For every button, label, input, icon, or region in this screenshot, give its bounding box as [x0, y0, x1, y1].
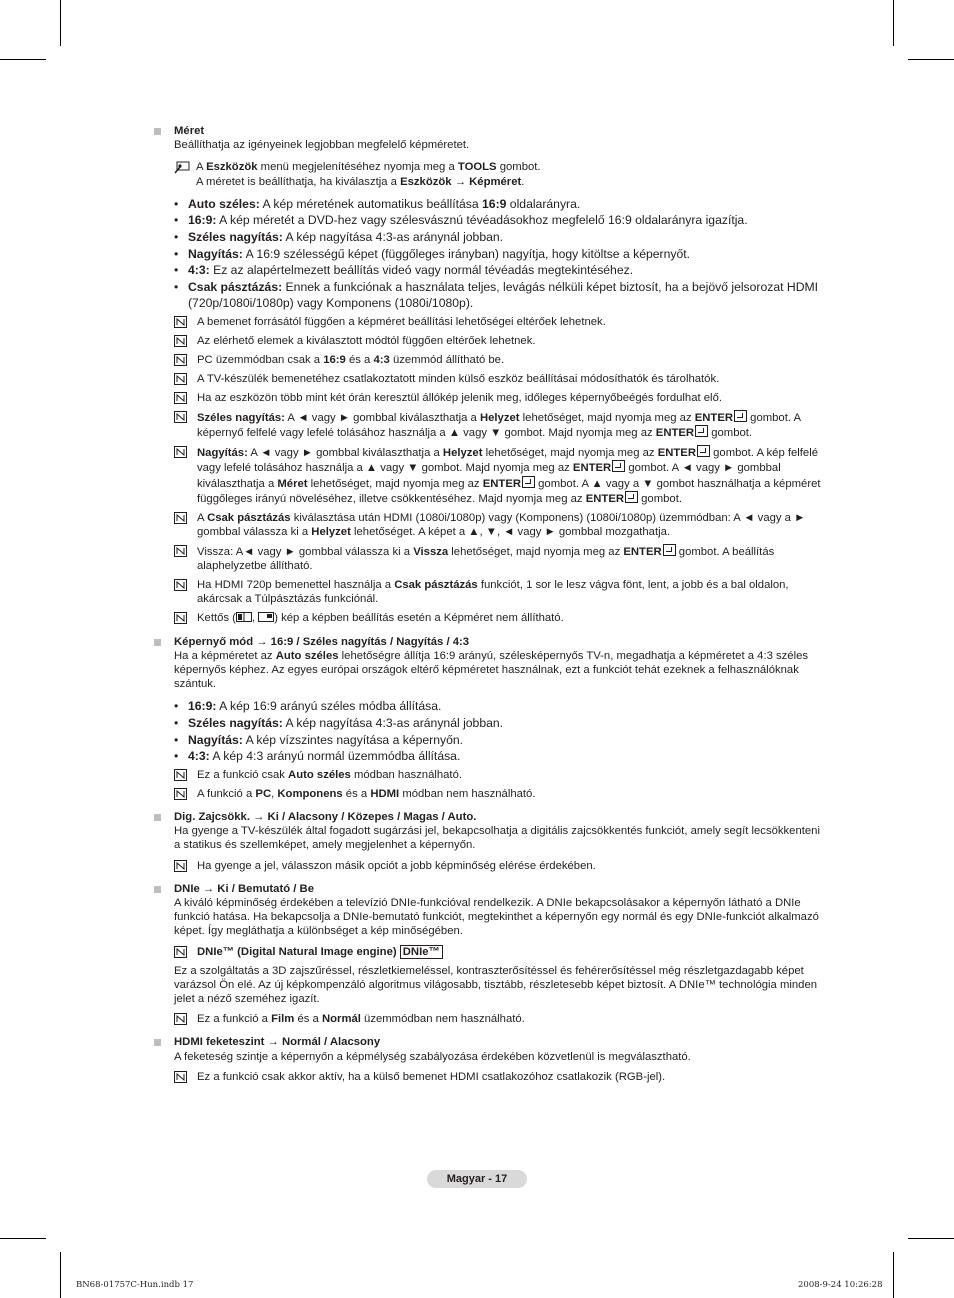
list-item	[174, 212, 829, 229]
note-icon	[174, 860, 187, 872]
note-text: kiválasztása után HDMI (1080i/1080p) vagy (Komponens) (1080i/1080p) üzemmódban: A ◄ vagy a ► gombbal válassza ki a	[197, 511, 806, 538]
crop-mark	[0, 1238, 46, 1239]
section-meret	[154, 124, 829, 626]
note-item	[174, 578, 829, 606]
note-text: A ◄ vagy ► gombbal kiválaszthatja a	[284, 411, 480, 424]
list-item	[174, 196, 829, 213]
note-list	[174, 945, 829, 959]
option-desc: Ennek a funkciónak a használata teljes, levágás nélküli képet biztosít, ha a bejövő jelsorozat HDMI (720p/1080i/1080p) vagy Komponens (1080i/1080p).	[188, 279, 819, 311]
text: .	[521, 175, 525, 188]
section-title: Méret	[174, 125, 205, 137]
section-description: A kiváló képminőség érdekében a televízió DNIe-funkcióval rendelkezik. A DNIe bekapcsolásakor a képernyőn látható a DNIe funkció hatása. Ha bekapcsolja a DNIe-bemutató funkciót, megtekinthet a képernyőn egy normál és egy DNIe-funkciót alkalmazó képet. Így megláthatja a különbséget a kép minőségében.	[174, 897, 819, 938]
option-name: Csak pásztázás:	[188, 279, 283, 294]
note-text: ENTER	[657, 447, 696, 460]
note-text: és a	[294, 1013, 322, 1026]
note-item	[174, 334, 829, 348]
section-kepernyo-mod	[154, 635, 829, 801]
crop-mark	[60, 1252, 61, 1298]
note-text: Film	[271, 1013, 295, 1026]
note-icon	[174, 1071, 187, 1083]
option-name: 16:9:	[188, 699, 217, 714]
enter-icon	[522, 476, 535, 488]
note-icon	[174, 612, 187, 624]
note-text: Ez a funkció a	[197, 1013, 272, 1026]
text: A méretet is beállíthatja, ha kiválasztja a	[196, 175, 401, 188]
option-name: Nagyítás:	[188, 732, 243, 747]
note-text: Ha HDMI 720p bemenettel használja a	[197, 579, 395, 592]
note-text: Normál	[321, 1013, 361, 1026]
note-item	[174, 1012, 829, 1026]
note-text: lehetőséget, majd nyomja meg az	[307, 477, 483, 490]
note-text: lehetőséget, majd nyomja meg az	[482, 447, 658, 460]
note-text: Ha az eszközön több mint két órán keresztül állókép jelenik meg, időleges képernyőbeégés fordulhat elő.	[197, 391, 722, 404]
option-name: Auto széles:	[188, 196, 260, 211]
note-text: módban használható.	[350, 768, 462, 781]
note-text: Csak pásztázás	[207, 511, 291, 524]
note-text: A funkció a	[197, 787, 256, 800]
option-list	[174, 196, 829, 312]
note-text: gombot. A ▲ vagy a ▼ gombot használhatja a képméret függőleges irányú növeléséhez, illetve csökkentéséhez. Majd nyomja meg az	[197, 477, 821, 505]
note-text: Kettős (	[197, 612, 236, 625]
note-item	[174, 391, 829, 405]
note-text: A	[197, 511, 208, 524]
note-text: funkciót, 1 sor le lesz vágva fönt, lent, a jobb és a bal oldalon, akárcsak a Túlpásztázás funkciónál.	[197, 579, 789, 606]
note-text: Széles nagyítás:	[197, 411, 285, 424]
option-desc: Ez az alapértelmezett beállítás videó vagy normál tévéadás megtekintéséhez.	[209, 263, 634, 278]
option-desc: A 16:9 szélességű képet (függőleges irányban) nagyítja, hogy kitöltse a képernyőt.	[242, 246, 691, 261]
section-title: Képernyő mód → 16:9 / Széles nagyítás / Nagyítás / 4:3	[174, 635, 470, 648]
note-text: üzemmódban nem használható.	[360, 1013, 525, 1026]
note-item	[174, 410, 829, 440]
text: gombot.	[496, 161, 541, 174]
note-text: ,	[271, 787, 278, 800]
note-list	[174, 315, 829, 626]
option-name: 4:3:	[188, 263, 210, 278]
note-text: Ez a funkció csak	[197, 768, 289, 781]
enter-icon	[697, 445, 710, 457]
enter-icon	[625, 491, 638, 503]
section-title: DNIe → Ki / Bemutató / Be	[174, 882, 314, 895]
note-item	[174, 544, 829, 573]
note-item	[174, 768, 829, 782]
note-icon	[174, 373, 187, 385]
note-text: 16:9	[323, 353, 346, 366]
note-text: ENTER	[623, 545, 662, 558]
note-text: ENTER	[655, 427, 695, 440]
text: lehetőségre állítja 16:9 arányú, szélesképernyős TV-n, megadhatja a képméretet a 4:3 széles képernyős képhez. Az egyes európai országok eltérő képméretet használnak, ezt a funkciót tehát ezeknek a felhasználóknak szántuk.	[174, 649, 809, 691]
text: Eszközök → Képméret	[400, 175, 522, 188]
note-text: Vissza: A◄ vagy ► gombbal válassza ki a	[197, 545, 414, 558]
crop-mark	[908, 1238, 954, 1239]
note-item	[174, 859, 829, 873]
note-text: Ez a funkció csak akkor aktív, ha a külső bemenet HDMI csatlakozóhoz csatlakozik (RGB-jel).	[197, 1070, 666, 1083]
pip-icon	[258, 612, 274, 622]
note-text: lehetőséget. A képet a ▲, ▼, ◄ vagy ► gombbal mozgathatja.	[350, 525, 671, 538]
enter-icon	[612, 460, 625, 472]
note-text: Helyzet	[479, 411, 520, 424]
list-item	[174, 732, 829, 749]
text: Ha a képméretet az	[174, 649, 276, 662]
option-name: 16:9:	[188, 213, 217, 228]
note-text: Nagyítás:	[197, 447, 248, 460]
note-text: és a	[342, 787, 371, 800]
note-text: gombot. A beállítás alaphelyzetbe állítható.	[197, 545, 775, 573]
option-name: Nagyítás:	[188, 246, 243, 261]
text: Eszközök	[206, 161, 258, 174]
print-file-name: BN68-01757C-Hun.indb 17	[76, 1280, 194, 1290]
note-icon	[174, 946, 187, 958]
option-desc: A kép nagyítása 4:3-as aránynál jobban.	[282, 230, 504, 244]
note-text: ENTER	[585, 492, 625, 505]
note-item	[174, 611, 829, 625]
note-text: A ◄ vagy ► gombbal kiválaszthatja a	[247, 447, 443, 460]
note-icon	[174, 579, 187, 591]
print-timestamp: 2008-9-24 10:26:28	[798, 1280, 883, 1290]
list-item	[174, 229, 829, 246]
list-item	[174, 246, 829, 263]
note-text: Az elérhető elemek a kiválasztott módtól függően eltérőek lehetnek.	[197, 334, 536, 347]
note-text: Ha gyenge a jel, válasszon másik opciót a jobb képminőség elérése érdekében.	[197, 859, 596, 872]
note-icon	[174, 1013, 187, 1025]
note-icon	[174, 392, 187, 404]
tools-icon	[174, 161, 190, 174]
note-text: Vissza	[413, 545, 449, 558]
text: menü megjelenítéséhez nyomja meg a	[257, 161, 458, 174]
enter-icon	[663, 544, 676, 556]
note-icon	[174, 411, 187, 423]
note-icon	[174, 446, 187, 458]
option-name: Széles nagyítás:	[188, 230, 283, 244]
note-item	[174, 445, 829, 506]
note-text: gombot. A képernyő felfelé vagy lefelé tolásához használja a ▲ vagy ▼ gombot. Majd nyomja meg az	[197, 411, 801, 440]
note-text: módban nem használható.	[399, 787, 536, 800]
note-text: ENTER	[572, 462, 612, 475]
note-list	[174, 1070, 829, 1084]
enter-icon	[734, 410, 747, 422]
section-description: A feketeség szintje a képernyőn a képmélység szabályozása érdekében közvetlenül is megválasztható.	[174, 1050, 691, 1063]
option-list	[174, 698, 829, 764]
text: A	[196, 161, 207, 174]
option-desc: A kép 16:9 arányú széles módba állítása.	[216, 699, 442, 714]
note-icon	[174, 316, 187, 328]
note-list	[174, 1012, 829, 1026]
note-text: Helyzet	[311, 525, 351, 538]
list-item	[174, 279, 829, 312]
section-description: Ha gyenge a TV-készülék által fogadott sugárzási jel, bekapcsolhatja a digitális zajcsökkentés funkciót, amely segít lecsökkenteni a statikus és szellemképet, amely megjelenhet a képernyőn.	[174, 825, 820, 852]
note-text: gombot.	[638, 492, 682, 505]
section-dnie	[154, 882, 829, 1027]
section-description: Ez a szolgáltatás a 3D zajszűréssel, részletkiemeléssel, kontraszterősítéssel és fehérerősítéssel még részletgazdagabb képet varázsol Ön elé. Az új képkompenzáló algoritmus világosabb, tisztább, részletesebb képet biztosít. A DNIe™ technológia minden jelet a néző szeméhez igazít.	[174, 964, 818, 1006]
section-description: Beállíthatja az igényeinek legjobban megfelelő képméretet.	[174, 139, 470, 152]
page-number-badge: Magyar - 17	[427, 1170, 527, 1188]
section-bullet-square	[154, 814, 161, 821]
note-text: gombot. A kép felfelé vagy lefelé tolásához használja a ▲ vagy ▼ gombot. Majd nyomja meg az	[197, 447, 819, 475]
manual-body	[154, 124, 829, 1093]
dnie-logo-badge: DNIe™	[400, 945, 443, 959]
note-text: üzemmód állítható be.	[389, 353, 505, 366]
note-icon	[174, 788, 187, 800]
crop-mark	[893, 1252, 894, 1298]
note-text: és a	[345, 353, 374, 366]
note-text: DNIe™ (Digital Natural Image engine)	[197, 945, 397, 958]
note-text: ) kép a képben beállítás esetén a Képméret nem állítható.	[274, 612, 564, 625]
section-zajcsokkentes	[154, 810, 829, 873]
section-bullet-square	[154, 886, 161, 893]
crop-mark	[0, 59, 46, 60]
crop-mark	[893, 0, 894, 46]
pip-icon	[236, 612, 252, 622]
section-title: HDMI feketeszint → Normál / Alacsony	[174, 1036, 381, 1049]
note-text: gombot.	[708, 427, 753, 440]
option-desc: oldalarányra.	[506, 196, 581, 211]
tools-tip	[174, 160, 829, 188]
note-item	[174, 1070, 829, 1084]
note-text: A bemenet forrásától függően a képméret beállítási lehetőségei eltérőek lehetnek.	[197, 315, 606, 328]
note-text: ,	[251, 612, 259, 625]
note-text: ENTER	[482, 477, 522, 490]
note-text: A TV-készülék bemenetéhez csatlakoztatott minden külső eszköz beállításai módosíthatók és tárolhatók.	[197, 372, 720, 385]
note-text: Komponens	[277, 787, 343, 800]
note-icon	[174, 545, 187, 557]
list-item	[174, 748, 829, 765]
option-desc: A kép 4:3 arányú normál üzemmódba állítása.	[209, 749, 461, 764]
note-item	[174, 945, 829, 959]
crop-mark	[60, 0, 61, 46]
note-icon	[174, 769, 187, 781]
section-hdmi-feketeszint	[154, 1035, 829, 1084]
section-description	[174, 649, 829, 692]
section-bullet-square	[154, 1039, 161, 1046]
option-name: 4:3:	[188, 749, 210, 764]
option-desc: A kép nagyítása 4:3-as aránynál jobban.	[282, 716, 504, 730]
note-item	[174, 511, 829, 539]
note-item	[174, 372, 829, 386]
list-item	[174, 715, 829, 732]
section-bullet-square	[154, 128, 161, 135]
note-text: Csak pásztázás	[394, 579, 478, 592]
note-list	[174, 768, 829, 801]
option-desc: A kép méretének automatikus beállítása	[259, 196, 483, 211]
note-text: lehetőséget, majd nyomja meg az	[519, 411, 695, 424]
text: TOOLS	[457, 161, 497, 174]
option-desc: A kép vízszintes nagyítása a képernyőn.	[242, 732, 464, 747]
option-desc: 16:9	[482, 196, 507, 211]
note-item	[174, 315, 829, 329]
note-text: Méret	[277, 477, 308, 490]
text: Auto széles	[275, 649, 339, 662]
note-text: 4:3	[373, 353, 390, 366]
list-item	[174, 698, 829, 715]
note-text: PC	[255, 787, 272, 800]
note-icon	[174, 512, 187, 524]
section-title: Dig. Zajcsökk. → Ki / Alacsony / Közepes / Magas / Auto.	[174, 810, 477, 823]
note-text: Auto széles	[288, 768, 351, 781]
note-text: HDMI	[370, 787, 400, 800]
note-text: Helyzet	[442, 447, 483, 460]
note-text: lehetőséget, majd nyomja meg az	[448, 545, 624, 558]
note-item	[174, 787, 829, 801]
option-desc: A kép méretét a DVD-hez vagy szélesvásznú tévéadásokhoz megfelelő 16:9 oldalarányra igazítja.	[216, 213, 748, 228]
enter-icon	[695, 425, 708, 437]
note-item	[174, 353, 829, 367]
note-icon	[174, 335, 187, 347]
note-text: gombot. A ◄ vagy ► gombbal kiválaszthatja a	[197, 462, 781, 490]
note-icon	[174, 354, 187, 366]
note-text: ENTER	[694, 411, 734, 424]
option-name: Széles nagyítás:	[188, 716, 283, 730]
crop-mark	[908, 59, 954, 60]
note-list	[174, 859, 829, 873]
section-bullet-square	[154, 639, 161, 646]
list-item	[174, 262, 829, 279]
note-text: PC üzemmódban csak a	[197, 353, 324, 366]
